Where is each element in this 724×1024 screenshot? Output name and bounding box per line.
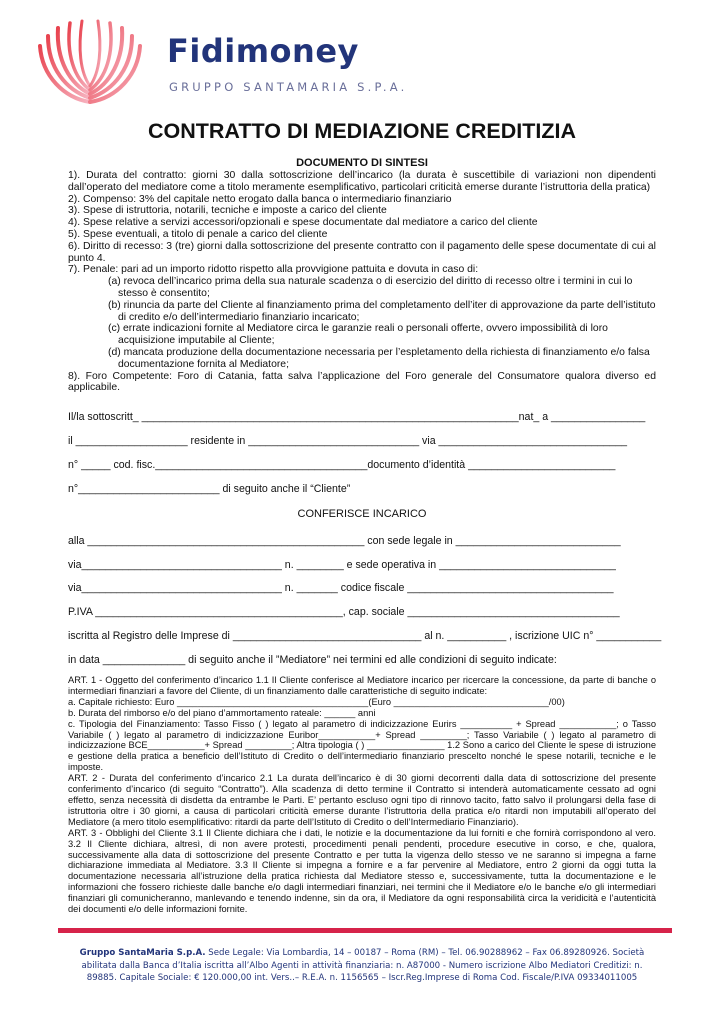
penalty-item: (d) mancata produzione della documentazione necessaria per l’espletamento della richiesta di finanziamento e/o falsa documentazione fornita al Mediatore; [108, 346, 650, 370]
agent-vat-field[interactable]: P.IVA __________________________________________, cap. sociale ____________________________________ [68, 606, 620, 618]
penalty-item: (a) revoca dell’incarico prima della sua naturale scadenza o di esercizio del diritto di recesso oltre i termini in cui lo stesso è consentito; [108, 276, 633, 299]
article-paragraph: ART. 3 - Obblighi del Cliente 3.1 Il Cliente dichiara che i dati, le notizie e la documentazione da lui forniti e che fornirà corrispondono al vero. 3.2 Il Cliente dichiara, altresì, di non avere protesti, procedimenti penali pendenti, procedure esecutive in corso, e che, qualora, successivamente alla data di sottoscrizione del presente Contratto e per tutta la vigenza dello stesso ve ne saranno si impegna a farne dichiarazione immediata al Mediatore. 3.3 Il Cliente si impegna a fornire e a far pervenire al Mediatore, entro 2 giorni da oggi tutta la documentazione necessaria all’istruzione della pratica richiesta dal Mediatore stesso e, successivamente, tutta la documentazione e le informazioni che fossero richieste dalle banche e/o dagli intermediari finanziari, nei termini che il Mediatore e/o le banche e/o gli intermediari finanziari gli comunicheranno, manlevando e tenendo indenne, sin da ora, il Mediatore da ogni responsabilità circa la veridicità e l’autenticità dei documenti e/o delle informazioni fornite. [68, 827, 656, 915]
agent-registry-field[interactable]: iscritta al Registro delle Imprese di ________________________________ al n. __________ , iscrizione UIC n° ___________ [68, 630, 662, 642]
article-paragraph: a. Capitale richiesto: Euro _____________________________________(Euro ______________________________/00) [68, 696, 565, 707]
footer-divider [58, 928, 672, 933]
summary-item: 4). Spese relative a servizi accessori/opzionali e spese documentate dal mediatore a carico del cliente [68, 217, 538, 229]
footer-line-3: 89885. Capitale Sociale: € 120.000,00 int. Vers..– R.E.A. n. 1156565 – Iscr.Reg.Imprese di Roma Cod. Fiscale/P.IVA 09334011005 [86, 973, 638, 983]
brand-name: Fidimoney [167, 32, 359, 70]
summary-item: 6). Diritto di recesso: 3 (tre) giorni dalla sottoscrizione del presente contratto con il pagamento delle spese documentate di cui al punto 4. [68, 240, 656, 264]
summary-item: 7). Penale: pari ad un importo ridotto rispetto alla provvigione pattuita e dovuta in caso di: [68, 264, 479, 276]
penalty-item: (b) rinuncia da parte del Cliente al finanziamento prima del completamento dell’iter di approvazione da parte dell’istituto di credito e/o dell’intermediario finanziario incaricato; [108, 299, 656, 323]
brand-subtitle: GRUPPO SANTAMARIA S.P.A. [169, 80, 408, 94]
client-birth-residence-field[interactable]: il ___________________ residente in _____________________________ via ________________________________ [68, 435, 628, 447]
agent-fiscal-field[interactable]: via__________________________________ n. _______ codice fiscale ___________________________________ [68, 582, 614, 594]
article-paragraph: c. Tipologia del Finanziamento: Tasso Fisso ( ) legato al parametro di indicizzazione Eurirs __________ + Spread ___________; o Tasso Variabile ( ) legato al parametro di indicizzazione Euribor___________+ Spread _________; Tasso Variabile ( ) legato al parametro di indicizzazione BCE___________+ Spread _________; Altra tipologia ( ) _______________ 1.2 Sono a carico del Cliente le spese di istruzione e gestione della pratica a beneficio dell’Istituto di Credito o dell’intermediario finanziario prescelto nonché le spese notarili, tecniche e le imposte. [68, 718, 656, 773]
articles-section [68, 675, 656, 915]
agent-address-field[interactable]: via__________________________________ n. ________ e sede operativa in ______________________________ [68, 559, 616, 571]
document-subtitle: DOCUMENTO DI SINTESI [296, 157, 428, 169]
article-paragraph: ART. 1 - Oggetto del conferimento d’incarico 1.1 Il Cliente conferisce al Mediatore incarico per ricercare la concessione, da parte di banche o intermediari finanziari a favore del Cliente, di un finanziamento dalle caratteristiche di seguito indicate: [68, 675, 656, 696]
summary-item: 5). Spese eventuali, a titolo di penale a carico del cliente [68, 228, 328, 240]
foro-competente: 8). Foro Competente: Foro di Catania, fatta salva l’applicazione del Foro generale del Consumatore qualora diverso ed applicabile. [68, 370, 656, 394]
company-logo [32, 18, 412, 108]
footer-company: Gruppo SantaMaria S.p.A. [79, 948, 206, 958]
client-id-number-field[interactable]: n°________________________ di seguito anche il “Cliente” [68, 483, 351, 495]
summary-item: 1). Durata del contratto: giorni 30 dalla sottoscrizione dell’incarico (la durata è suscettibile di variazioni non dipendenti dall’operato del mediatore come a titolo meramente esemplificativo, particolari criticità emerse durante l’istruttoria della pratica) [68, 170, 656, 193]
agent-name-field[interactable]: alla _______________________________________________ con sede legale in ____________________________ [68, 535, 621, 547]
agent-date-field[interactable]: in data ______________ di seguito anche il ”Mediatore” nei termini ed alle condizioni di seguito indicate: [68, 654, 557, 666]
article-paragraph: b. Durata del rimborso e/o del piano d’ammortamento rateale: ______ anni [68, 707, 376, 718]
footer-address: Sede Legale: Via Lombardia, 14 – 00187 – Roma (RM) – Tel. 06.90288962 – Fax 06.89280926. Società [205, 948, 645, 958]
article-paragraph: ART. 2 - Durata del conferimento d’incarico 2.1 La durata dell’incarico è di 30 giorni decorrenti dalla data di sottoscrizione del presente conferimento d’incarico (di seguito “Contratto”). Alla scadenza di detto termine il Contratto si intenderà automaticamente cessato ad ogni effetto, senza necessità di disdetta da entrambe le Parti. E’ pertanto escluso ogni tipo di rinnovo tacito, fatto salvo il prolungarsi della fase di istruttoria oltre i 30 giorni, a causa di particolari criticità emerse durante l’istruttoria della pratica e/o ritardi non imputabili all’operato del Mediatore (a mero titolo esemplificativo: ritardi da parte dell’Istituto di Credito o dell’Intermediario Finanziario). [68, 773, 656, 827]
penalty-item: (c) errate indicazioni fornite al Mediatore circa le garanzie reali o personali offerte, ovvero impossibilità di loro acquisizione imputabile al Cliente; [108, 323, 608, 347]
client-name-field[interactable]: Il/la sottoscritt_ ________________________________________________________________nat_ a ________________ [68, 411, 646, 423]
summary-section [68, 170, 656, 394]
client-fiscal-code-field[interactable]: n° _____ cod. fisc.____________________________________documento d’identità _________________________ [68, 459, 616, 471]
logo-mark-icon [32, 18, 162, 108]
footer-line-1 [66, 947, 658, 960]
summary-item: 2). Compenso: 3% del capitale netto erogato dalla banca o intermediario finanziario [68, 193, 452, 205]
document-title: CONTRATTO DI MEDIAZIONE CREDITIZIA [148, 119, 576, 143]
footer-line-2: abilitata dalla Banca d’Italia iscritta all’Albo Agenti in attività finanziaria: n. A87000 - Numero iscrizione Albo Mediatori Creditizi: n. [81, 960, 643, 971]
footer [66, 947, 658, 985]
confer-heading: CONFERISCE INCARICO [297, 508, 427, 520]
summary-item: 3). Spese di istruttoria, notarili, tecniche e imposte a carico del cliente [68, 205, 387, 217]
